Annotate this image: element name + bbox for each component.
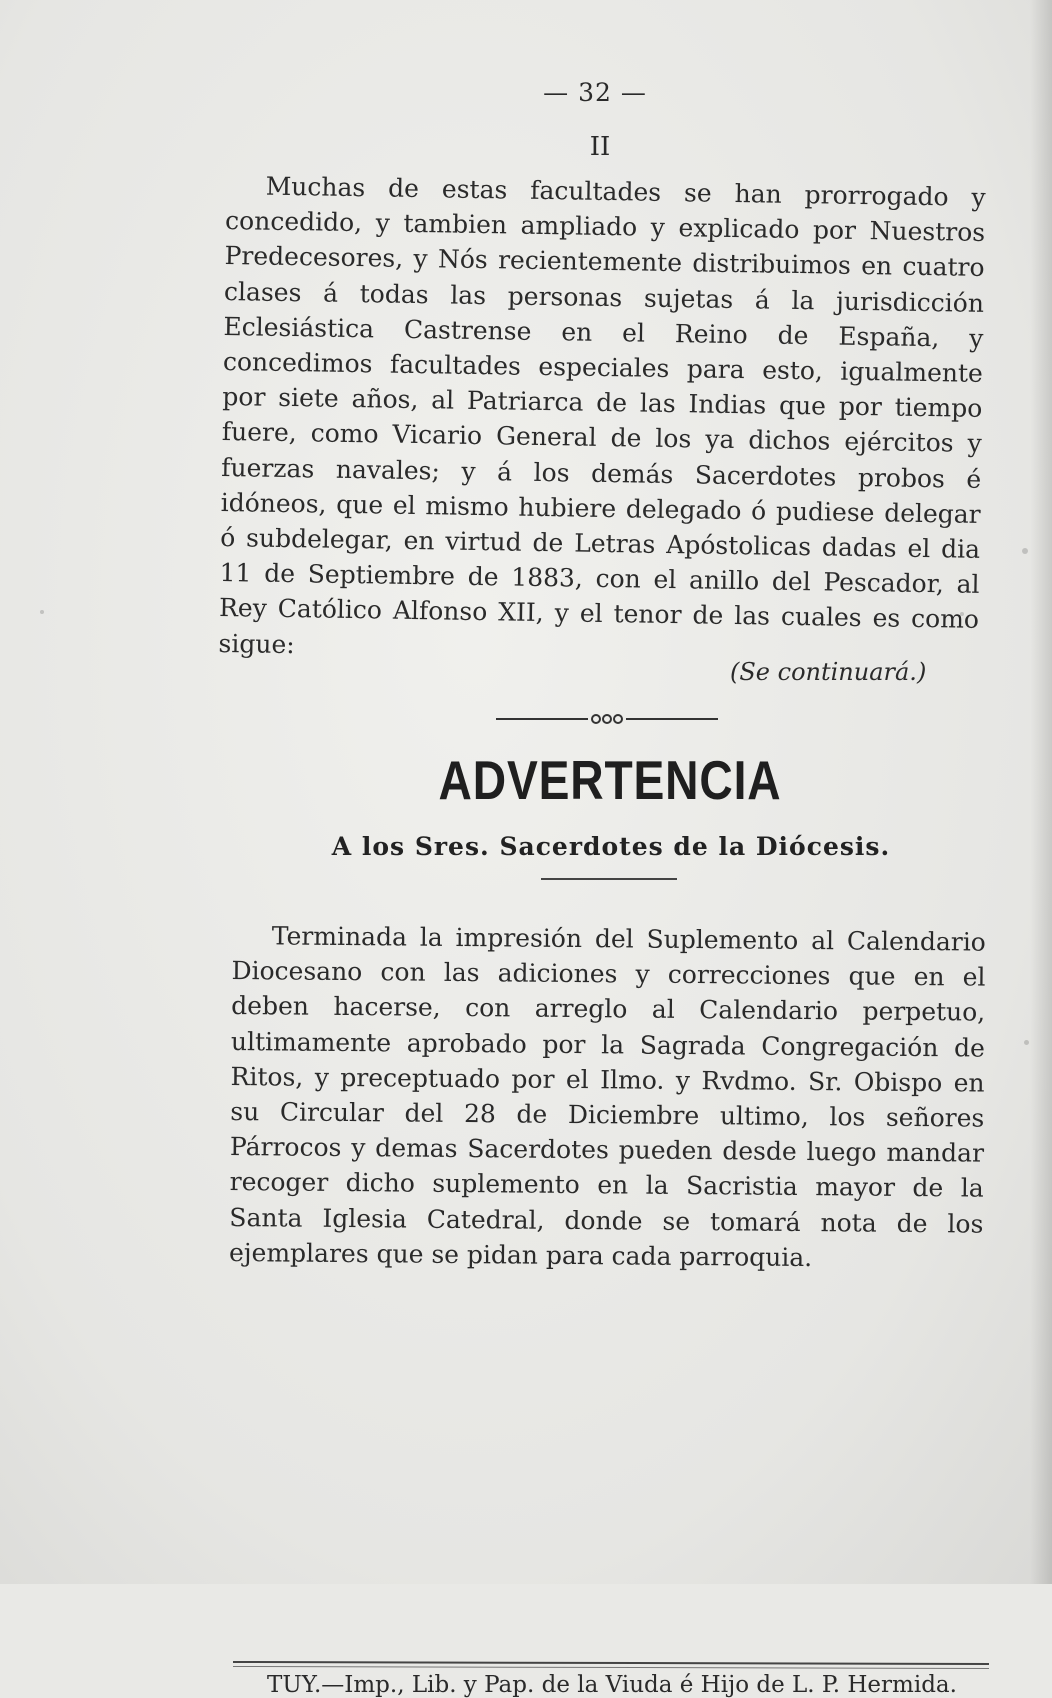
paper-speck — [1024, 1040, 1029, 1045]
page-number: — 32 — — [543, 78, 647, 107]
subtitle-rule — [541, 878, 677, 880]
ornament-divider-icon — [496, 707, 718, 731]
paper-speck — [40, 610, 44, 614]
paragraph-1 — [218, 168, 986, 673]
paragraph-2-text: Terminada la impresión del Suplemento al Calendario Diocesano con las adiciones y correcciones que en el deben hacerse, con arreglo al Calendario perpetuo, ultimamente aprobado por la Sagrada Congregación de Ritos, y preceptuado por el Ilmo. y Rvdmo. Sr. Obispo en su Circular del 28 de Diciembre ultimo, los señores Párrocos y demas Sacerdotes pueden desde luego mandar recoger dicho suplemento en la Sacristia mayor de la Santa Iglesia Catedral, donde se tomará nota de los ejemplares que se pidan para cada parroquia. — [228, 921, 986, 1272]
paper-speck — [1022, 548, 1028, 554]
notice-title: ADVERTENCIA — [438, 749, 782, 811]
paragraph-1-text: Muchas de estas facultades se han prorrogado y concedido, y tambien ampliado y explicado por Nuestros Predecesores, y Nós recientemente distribuimos en cuatro clases á todas las personas sujetas á la jurisdicción Eclesiástica Castrense en el Reino de España, y concedimos facultades especiales para esto, igualmente por siete años, al Patriarca de las Indias que por tiempo fuere, como Vicario General de los ya dichos ejércitos y fuerzas navales; y á los demás Sacerdotes probos é idóneos, que el mismo hubiere delegado ó pudiese delegar ó subdelegar, en virtud de Letras Apóstolicas dadas el dia 11 de Septiembre de 1883, con el anillo del Pescador, al Rey Católico Alfonso XII, y el tenor de las cuales es como sigue: — [218, 171, 986, 659]
printer-imprint: TUY.—Imp., Lib. y Pap. de la Viuda é Hijo de L. P. Hermida. — [267, 1672, 957, 1698]
continuation-note: (Se continuará.) — [730, 658, 927, 686]
notice-subtitle: A los Sres. Sacerdotes de la Diócesis. — [331, 832, 891, 861]
paper-speck — [960, 612, 964, 616]
section-number: II — [589, 132, 611, 162]
footer-rule-thin — [233, 1666, 989, 1669]
paragraph-2 — [229, 918, 986, 1277]
footer-rule — [233, 1661, 989, 1665]
